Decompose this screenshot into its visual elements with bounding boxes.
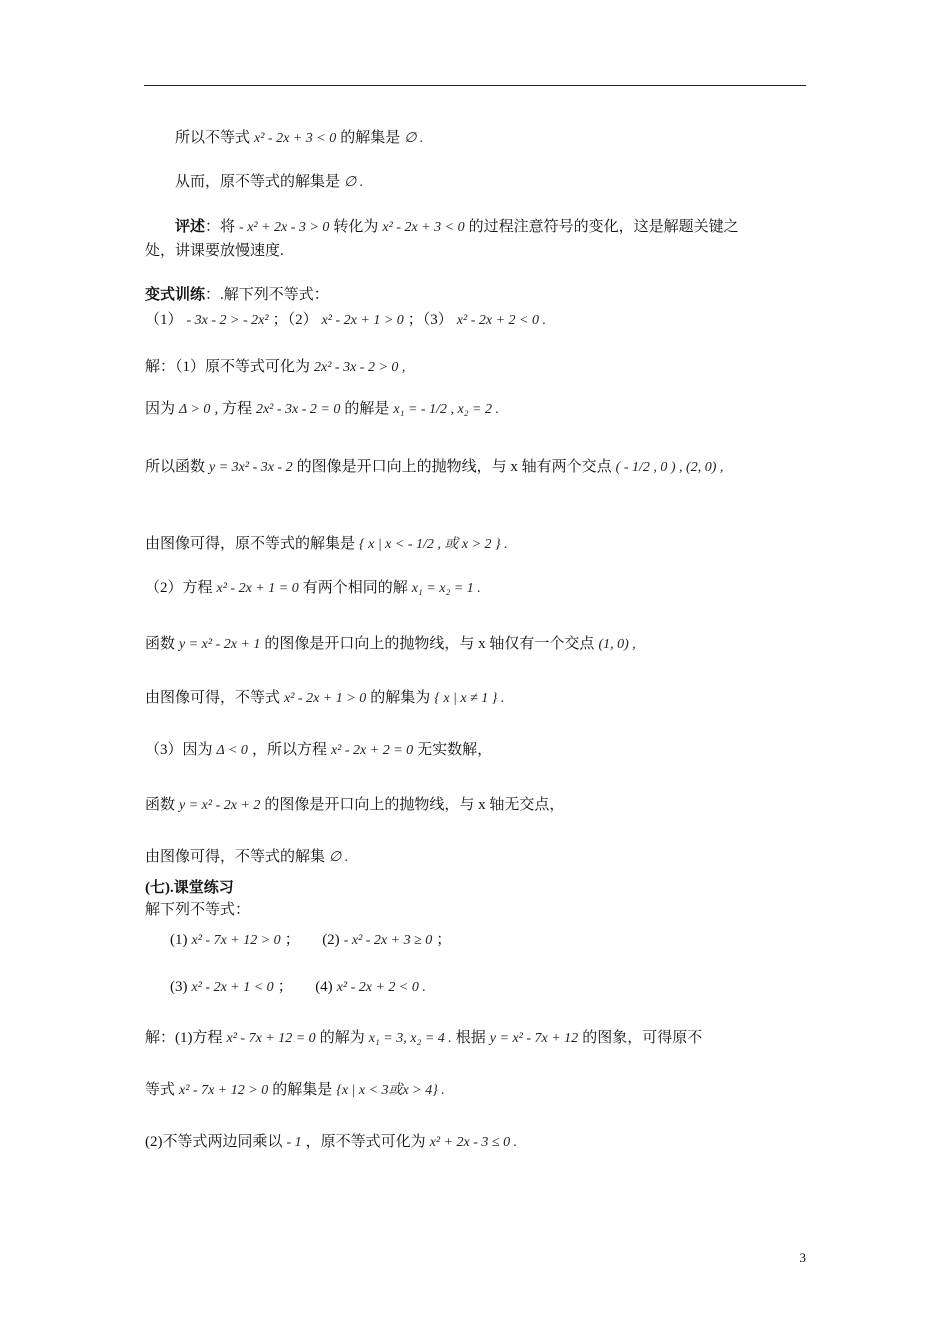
text-line [145, 847, 352, 868]
text-run: 的图像是开口向上的抛物线，与 x 轴无交点， [264, 797, 565, 813]
math-expression: ( - 1/2 , 0 ) , (2, 0) , [615, 460, 724, 475]
text-line [145, 1080, 449, 1101]
text-run: 的解集是 [340, 130, 401, 146]
text-run: 的解集为 [370, 690, 431, 706]
text-run: ； [436, 932, 452, 948]
math-expression: x² - 7x + 12 = 0 [226, 1031, 316, 1046]
bold-label: 评述 [175, 219, 206, 235]
math-expression: x² - 2x + 1 > 0 [284, 691, 367, 706]
math-expression: - x² - 2x + 3 ≥ 0 [343, 933, 433, 948]
text-line [145, 795, 564, 816]
text-run: 的解集是 [272, 1082, 333, 1098]
header-rule [144, 85, 806, 86]
text-run: 因为 [145, 401, 176, 417]
math-expression: y = x² - 2x + 1 [179, 637, 261, 652]
text-run: 的过程注意符号的变化，这是解题关键之 [468, 219, 739, 235]
text-run: ；（2） [272, 312, 318, 328]
text-line [175, 172, 367, 193]
bold-label: 变式训练 [145, 287, 206, 303]
text-run: 所以函数 [145, 459, 206, 475]
math-expression: ∅ . [404, 131, 424, 146]
math-expression: - 1 [286, 1135, 302, 1150]
math-expression: x₁ = 3, x₂ = 4 . [368, 1031, 452, 1046]
math-expression: x₁ = x₂ = 1 . [411, 581, 481, 596]
text-line [175, 128, 427, 149]
text-run: 解下列不等式： [145, 902, 251, 918]
text-run: 由图像可得，不等式的解集 [145, 849, 326, 865]
math-expression: - 3x - 2 > - 2x² [186, 313, 269, 328]
text-run: （3）因为 [145, 742, 213, 758]
text-run: ：将 [205, 219, 236, 235]
text-run: 的图像是开口向上的抛物线，与 x 轴仅有一个交点 [264, 636, 595, 652]
text-line [145, 310, 550, 331]
text-line [175, 217, 739, 238]
text-run: (3) [170, 979, 188, 995]
text-run: 函数 [145, 797, 176, 813]
math-expression: {x | x < 3或x > 4} . [336, 1083, 445, 1098]
math-expression: x² - 2x + 3 < 0 [254, 131, 337, 146]
math-expression: x² - 2x + 1 > 0 [321, 313, 404, 328]
text-run: 由图像可得，不等式 [145, 690, 281, 706]
text-run: 转化为 [333, 219, 379, 235]
text-line [145, 241, 284, 261]
text-run: 从而，原不等式的解集是 [175, 174, 341, 190]
text-run: 的解为 [319, 1030, 365, 1046]
math-expression: y = 3x² - 3x - 2 [209, 460, 293, 475]
text-line [145, 688, 508, 709]
text-run: ：.解下列不等式： [205, 287, 329, 303]
text-run: 等式 [145, 1082, 176, 1098]
text-run: （2）方程 [145, 580, 213, 596]
math-expression: ∅ . [344, 175, 364, 190]
text-run: 由图像可得，原不等式的解集是 [145, 536, 356, 552]
math-expression: { x | x < - 1/2 , 或 x > 2 } . [359, 537, 508, 552]
math-expression: 2x² - 3x - 2 > 0 , [314, 360, 406, 375]
math-expression: x² - 2x + 3 < 0 [382, 220, 465, 235]
text-run: 解：(1)方程 [145, 1030, 223, 1046]
math-expression: x² - 2x + 2 < 0 . [336, 980, 426, 995]
text-run: (2)不等式两边同乘以 [145, 1134, 283, 1150]
text-run: 根据 [455, 1030, 486, 1046]
math-expression: x² + 2x - 3 ≤ 0 . [429, 1135, 518, 1150]
text-run: 的图像是开口向上的抛物线，与 x 轴有两个交点 [296, 459, 612, 475]
math-expression: Δ < 0 [216, 743, 248, 758]
math-expression: x₁ = - 1/2 , x₂ = 2 . [393, 402, 499, 417]
text-line [145, 900, 250, 920]
math-expression: x² - 7x + 12 > 0 [179, 1083, 269, 1098]
text-run: ； (4) [277, 979, 333, 995]
math-expression: x² - 2x + 1 < 0 [191, 980, 274, 995]
math-expression: { x | x ≠ 1 } . [434, 691, 505, 706]
math-expression: Δ > 0 [179, 402, 211, 417]
text-run: ，原不等式可化为 [305, 1134, 426, 1150]
text-run: ； (2) [284, 932, 340, 948]
text-line [145, 285, 329, 305]
math-expression: x² - 2x + 1 = 0 [216, 581, 299, 596]
text-line [145, 399, 503, 420]
text-run: , 方程 [214, 401, 252, 417]
math-expression: x² - 2x + 2 = 0 [330, 743, 414, 758]
page-number: 3 [799, 1250, 806, 1265]
text-line [145, 534, 512, 555]
text-line [145, 1132, 521, 1153]
math-expression: y = x² - 7x + 12 [489, 1031, 579, 1046]
text-run: 解：（1）原不等式可化为 [145, 359, 311, 375]
math-expression: 2x² - 3x - 2 = 0 [255, 402, 341, 417]
text-run: (1) [170, 932, 188, 948]
text-run: 的图象，可得原不 [582, 1030, 703, 1046]
math-expression: y = x² - 2x + 2 [179, 798, 261, 813]
text-run: 所以不等式 [175, 130, 251, 146]
math-expression: ∅ . [329, 850, 349, 865]
text-run: （1） [145, 312, 183, 328]
text-run: ，所以方程 [251, 742, 327, 758]
text-run: 处，讲课要放慢速度. [145, 243, 284, 259]
math-expression: (1, 0) , [598, 637, 636, 652]
text-line [145, 457, 727, 478]
text-run: 无实数解， [417, 742, 493, 758]
text-line [145, 357, 409, 378]
math-expression: x² - 7x + 12 > 0 [191, 933, 281, 948]
text-line [170, 930, 451, 951]
text-run: ；（3） [407, 312, 453, 328]
text-run: 函数 [145, 636, 176, 652]
text-line [145, 634, 640, 655]
math-expression: - x² + 2x - 3 > 0 [239, 220, 330, 235]
text-line [145, 878, 234, 898]
text-run: 的解是 [344, 401, 390, 417]
math-expression: x² - 2x + 2 < 0 . [456, 313, 546, 328]
text-line [170, 977, 430, 998]
text-run: 有两个相同的解 [302, 580, 408, 596]
text-line [145, 1028, 702, 1049]
text-line [145, 740, 492, 761]
text-line [145, 578, 485, 599]
bold-label: (七).课堂练习 [145, 880, 234, 896]
